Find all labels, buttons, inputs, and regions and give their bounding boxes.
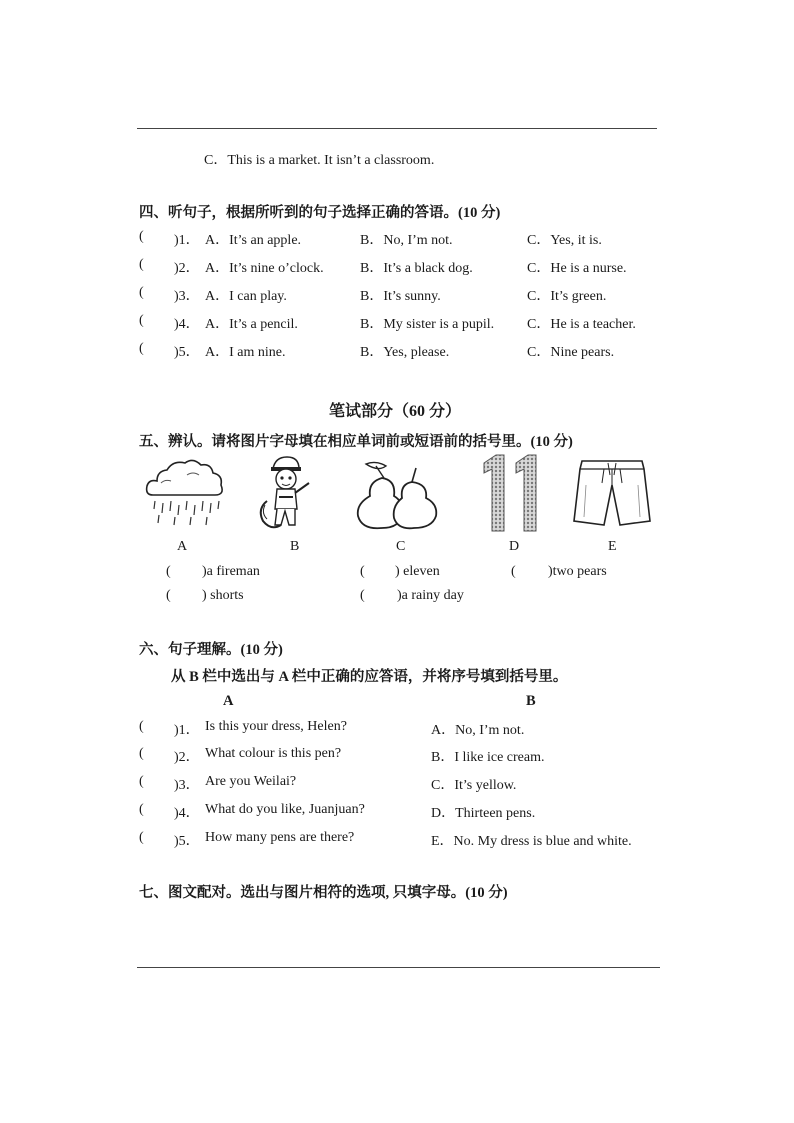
option-a: A．It’s nine o’clock.: [205, 261, 324, 276]
answer-paren[interactable]: (: [139, 719, 144, 734]
question-number: )4．: [174, 317, 200, 332]
answer-paren[interactable]: (: [139, 285, 144, 300]
top-divider: [137, 128, 657, 129]
option-c: C．He is a teacher.: [527, 317, 636, 332]
item-text: )a rainy day: [397, 588, 464, 603]
option-c: C．Yes, it is.: [527, 233, 602, 248]
answer-paren[interactable]: (: [139, 830, 144, 845]
answer-paren[interactable]: (: [139, 802, 144, 817]
number-eleven-icon: [478, 453, 546, 533]
question-number: )4．: [174, 806, 200, 821]
picture-letter-b: B: [290, 539, 300, 554]
option-a: A．It’s an apple.: [205, 233, 302, 248]
question-number: )1．: [174, 723, 200, 738]
question-number: )2．: [174, 750, 200, 765]
question-text: What colour is this pen?: [205, 746, 342, 761]
option-b: B．My sister is a pupil.: [360, 317, 495, 332]
answer-paren[interactable]: (: [139, 341, 144, 356]
question-number: )5．: [174, 345, 200, 360]
picture-letter-a: A: [177, 539, 188, 554]
answer-paren[interactable]: (: [139, 774, 144, 789]
question-text: How many pens are there?: [205, 830, 355, 845]
shorts-icon: [572, 455, 652, 531]
section6-instruction: 从 B 栏中选出与 A 栏中正确的应答语，并将序号填到括号里。: [171, 669, 568, 685]
response-option: A．No, I’m not.: [431, 723, 525, 738]
fireman-icon: [255, 453, 315, 533]
question-text: Are you Weilai?: [205, 774, 297, 789]
option-a: A．It’s a pencil.: [205, 317, 298, 332]
item-text: ) shorts: [202, 588, 244, 603]
option-b: B．Yes, please.: [360, 345, 450, 360]
section6-title: 六、句子理解。(10 分): [139, 642, 283, 658]
option-c: C．It’s green.: [527, 289, 607, 304]
option-b: B．It’s sunny.: [360, 289, 441, 304]
option-a: A．I can play.: [205, 289, 287, 304]
option-b: B．No, I’m not.: [360, 233, 453, 248]
section7-title: 七、图文配对。选出与图片相符的选项, 只填字母。(10 分): [139, 885, 508, 901]
answer-paren[interactable]: (: [139, 313, 144, 328]
response-option: E．No. My dress is blue and white.: [431, 834, 632, 849]
previous-option-c: C．This is a market. It isn’t a classroom.: [204, 153, 435, 168]
answer-paren[interactable]: (: [511, 564, 516, 579]
answer-paren[interactable]: (: [139, 229, 144, 244]
answer-paren[interactable]: (: [139, 746, 144, 761]
answer-paren[interactable]: (: [360, 564, 365, 579]
question-number: )3．: [174, 778, 200, 793]
option-a: A．I am nine.: [205, 345, 286, 360]
written-part-heading: 笔试部分（60 分）: [329, 403, 462, 420]
section4-title: 四、听句子，根据所听到的句子选择正确的答语。(10 分): [139, 205, 501, 221]
rain-cloud-icon: [143, 455, 227, 531]
option-b: B．It’s a black dog.: [360, 261, 473, 276]
section5-title: 五、辨认。请将图片字母填在相应单词前或短语前的括号里。(10 分): [139, 434, 573, 450]
response-option: D．Thirteen pens.: [431, 806, 536, 821]
answer-paren[interactable]: (: [360, 588, 365, 603]
question-number: )2．: [174, 261, 200, 276]
answer-paren[interactable]: (: [139, 257, 144, 272]
question-number: )1．: [174, 233, 200, 248]
column-a-header: A: [223, 693, 234, 709]
bottom-divider: [137, 967, 660, 968]
option-c: C．He is a nurse.: [527, 261, 627, 276]
column-b-header: B: [526, 693, 536, 709]
question-text: What do you like, Juanjuan?: [205, 802, 365, 817]
picture-letter-e: E: [608, 539, 617, 554]
item-text: )two pears: [548, 564, 607, 579]
question-number: )3．: [174, 289, 200, 304]
question-number: )5．: [174, 834, 200, 849]
response-option: B．I like ice cream.: [431, 750, 545, 765]
response-option: C．It’s yellow.: [431, 778, 517, 793]
option-c: C．Nine pears.: [527, 345, 615, 360]
item-text: ) eleven: [395, 564, 440, 579]
answer-paren[interactable]: (: [166, 564, 171, 579]
picture-letter-d: D: [509, 539, 520, 554]
question-text: Is this your dress, Helen?: [205, 719, 347, 734]
picture-letter-c: C: [396, 539, 406, 554]
item-text: )a fireman: [202, 564, 260, 579]
answer-paren[interactable]: (: [166, 588, 171, 603]
pears-icon: [352, 458, 442, 532]
